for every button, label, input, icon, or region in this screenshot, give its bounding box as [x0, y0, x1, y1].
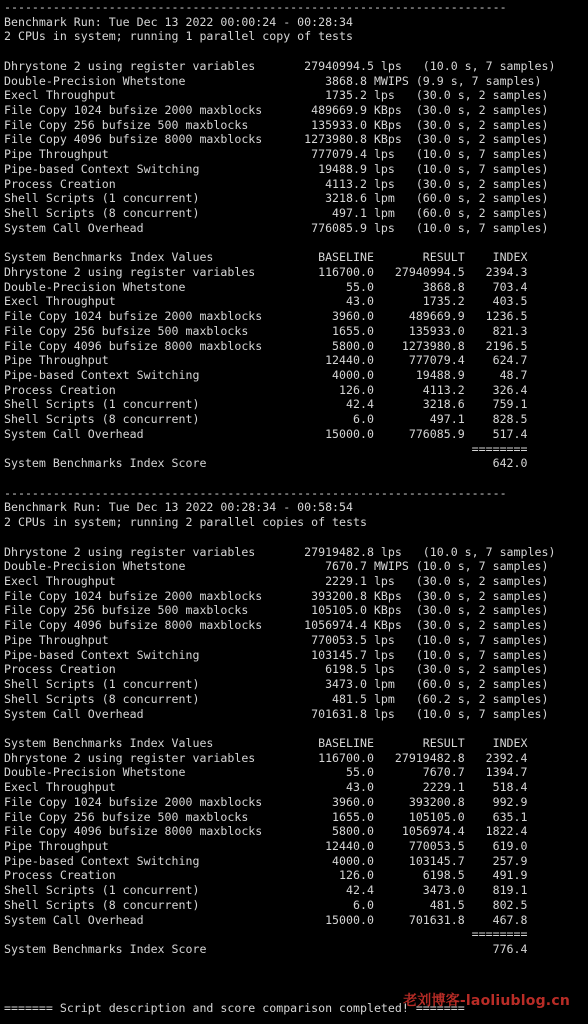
terminal-line: File Copy 256 bufsize 500 maxblocks 105105.0 KBps (30.0 s, 2 samples)	[4, 603, 549, 618]
terminal-line	[4, 236, 588, 251]
terminal-line: File Copy 1024 bufsize 2000 maxblocks 3960.0 393200.8 992.9	[4, 794, 528, 809]
terminal-line: Shell Scripts (1 concurrent) 42.4 3473.0 819.1	[4, 883, 528, 898]
terminal-line: System Call Overhead 776085.9 lps (10.0 s, 7 samples)	[4, 220, 549, 235]
terminal-line: Process Creation 4113.2 lps (30.0 s, 2 samples)	[4, 176, 549, 191]
terminal-line: System Call Overhead 15000.0 701631.8 467.8	[4, 912, 528, 927]
terminal-line: System Call Overhead 701631.8 lps (10.0 s, 7 samples)	[4, 706, 549, 721]
terminal-line: Benchmark Run: Tue Dec 13 2022 00:28:34 - 00:58:54	[4, 500, 354, 515]
terminal-line: Execl Throughput 2229.1 lps (30.0 s, 2 samples)	[4, 574, 549, 589]
terminal-line: System Call Overhead 15000.0 776085.9 517.4	[4, 426, 528, 441]
terminal-line	[4, 530, 588, 545]
terminal-line: File Copy 256 bufsize 500 maxblocks 1655.0 135933.0 821.3	[4, 323, 528, 338]
terminal-line: 2 CPUs in system; running 1 parallel copy of tests	[4, 29, 354, 44]
terminal-line: ------------------------------------------------------------------------	[4, 485, 507, 500]
terminal-line	[4, 957, 588, 972]
terminal-line: Double-Precision Whetstone 7670.7 MWIPS (10.0 s, 7 samples)	[4, 559, 549, 574]
terminal-line: Pipe-based Context Switching 19488.9 lps (10.0 s, 7 samples)	[4, 161, 549, 176]
terminal-line: Pipe-based Context Switching 103145.7 lps (10.0 s, 7 samples)	[4, 647, 549, 662]
terminal-line: System Benchmarks Index Values BASELINE RESULT INDEX	[4, 250, 528, 265]
terminal-line	[4, 971, 588, 986]
terminal-line: ======= Script description and score comparison completed! =======	[4, 1000, 465, 1015]
terminal-line: Pipe Throughput 12440.0 777079.4 624.7	[4, 353, 528, 368]
terminal-line: Shell Scripts (8 concurrent) 6.0 497.1 828.5	[4, 412, 528, 427]
terminal-line: Dhrystone 2 using register variables 27940994.5 lps (10.0 s, 7 samples)	[4, 58, 556, 73]
terminal-line: Shell Scripts (8 concurrent) 497.1 lpm (60.0 s, 2 samples)	[4, 206, 549, 221]
terminal-line: Pipe-based Context Switching 4000.0 19488.9 48.7	[4, 367, 528, 382]
terminal-line: System Benchmarks Index Score 642.0	[4, 456, 528, 471]
terminal-line: Pipe Throughput 770053.5 lps (10.0 s, 7 samples)	[4, 632, 549, 647]
terminal-line: ------------------------------------------------------------------------	[4, 0, 507, 14]
terminal-line: File Copy 4096 bufsize 8000 maxblocks 5800.0 1056974.4 1822.4	[4, 824, 528, 839]
terminal-line: Pipe Throughput 777079.4 lps (10.0 s, 7 samples)	[4, 147, 549, 162]
terminal-line	[4, 721, 588, 736]
terminal-line: Double-Precision Whetstone 3868.8 MWIPS (9.9 s, 7 samples)	[4, 73, 542, 88]
terminal-line: Benchmark Run: Tue Dec 13 2022 00:00:24 - 00:28:34	[4, 14, 354, 29]
terminal-line: File Copy 1024 bufsize 2000 maxblocks 393200.8 KBps (30.0 s, 2 samples)	[4, 588, 549, 603]
terminal-line: Shell Scripts (1 concurrent) 42.4 3218.6 759.1	[4, 397, 528, 412]
terminal-line: Process Creation 126.0 6198.5 491.9	[4, 868, 528, 883]
terminal-line: Pipe Throughput 12440.0 770053.5 619.0	[4, 838, 528, 853]
terminal-line: Execl Throughput 1735.2 lps (30.0 s, 2 samples)	[4, 88, 549, 103]
terminal-output	[4, 0, 588, 1016]
terminal-line: 2 CPUs in system; running 2 parallel copies of tests	[4, 515, 367, 530]
terminal-line: Double-Precision Whetstone 55.0 7670.7 1394.7	[4, 765, 528, 780]
terminal-line: Dhrystone 2 using register variables 27919482.8 lps (10.0 s, 7 samples)	[4, 544, 556, 559]
terminal-line	[4, 44, 588, 59]
terminal-line: Process Creation 126.0 4113.2 326.4	[4, 382, 528, 397]
terminal-line: Shell Scripts (1 concurrent) 3218.6 lpm (60.0 s, 2 samples)	[4, 191, 549, 206]
terminal-line: System Benchmarks Index Score 776.4	[4, 942, 528, 956]
terminal-line: Shell Scripts (1 concurrent) 3473.0 lpm (60.0 s, 2 samples)	[4, 677, 549, 692]
terminal-line: File Copy 256 bufsize 500 maxblocks 1655.0 105105.0 635.1	[4, 809, 528, 824]
terminal-line: ========	[4, 927, 528, 942]
terminal-line: Execl Throughput 43.0 1735.2 403.5	[4, 294, 528, 309]
terminal-line: File Copy 4096 bufsize 8000 maxblocks 1056974.4 KBps (30.0 s, 2 samples)	[4, 618, 549, 633]
terminal-line: System Benchmarks Index Values BASELINE RESULT INDEX	[4, 735, 528, 750]
terminal-line: File Copy 1024 bufsize 2000 maxblocks 489669.9 KBps (30.0 s, 2 samples)	[4, 103, 549, 118]
terminal-line: Shell Scripts (8 concurrent) 481.5 lpm (60.2 s, 2 samples)	[4, 691, 549, 706]
watermark: 老刘博客-laoliublog.cn	[403, 993, 570, 1009]
terminal-line: ========	[4, 441, 528, 456]
terminal-line: Execl Throughput 43.0 2229.1 518.4	[4, 780, 528, 795]
terminal-line: File Copy 256 bufsize 500 maxblocks 135933.0 KBps (30.0 s, 2 samples)	[4, 117, 549, 132]
terminal-line: Shell Scripts (8 concurrent) 6.0 481.5 802.5	[4, 897, 528, 912]
terminal-line: Process Creation 6198.5 lps (30.0 s, 2 samples)	[4, 662, 549, 677]
terminal-line: File Copy 4096 bufsize 8000 maxblocks 1273980.8 KBps (30.0 s, 2 samples)	[4, 132, 549, 147]
terminal-line: File Copy 1024 bufsize 2000 maxblocks 3960.0 489669.9 1236.5	[4, 309, 528, 324]
terminal-line	[4, 471, 588, 486]
terminal-line: Dhrystone 2 using register variables 116700.0 27919482.8 2392.4	[4, 750, 528, 765]
terminal-line: Pipe-based Context Switching 4000.0 103145.7 257.9	[4, 853, 528, 868]
terminal-line: Dhrystone 2 using register variables 116700.0 27940994.5 2394.3	[4, 264, 528, 279]
terminal-line: Double-Precision Whetstone 55.0 3868.8 703.4	[4, 279, 528, 294]
terminal-line: File Copy 4096 bufsize 8000 maxblocks 5800.0 1273980.8 2196.5	[4, 338, 528, 353]
